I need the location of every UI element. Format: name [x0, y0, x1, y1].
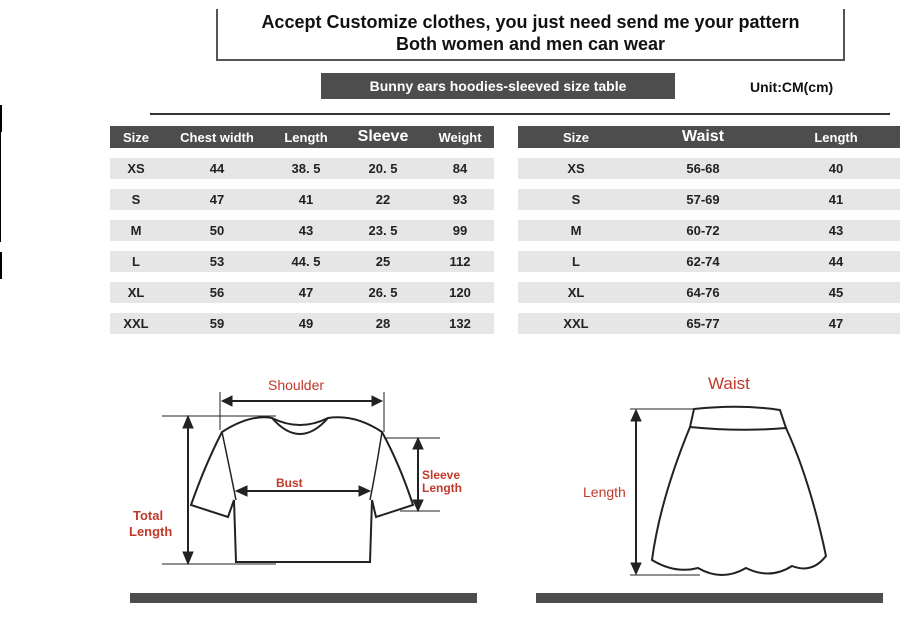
table-cell: 41: [772, 189, 900, 210]
unit-label: Unit:CM(cm): [750, 79, 834, 95]
table-cell: S: [518, 189, 634, 210]
table-cell: M: [518, 220, 634, 241]
table-cell: L: [518, 251, 634, 272]
table-cell: 84: [426, 158, 494, 179]
waist-label: Waist: [708, 374, 750, 393]
table-cell: 28: [340, 313, 426, 334]
header-line-2: Both women and men can wear: [395, 34, 666, 54]
table-cell: 65-77: [634, 313, 772, 334]
column-header: Chest width: [162, 126, 272, 148]
table-cell: 56: [162, 282, 272, 303]
sleeve-length-label-1: Sleeve: [422, 468, 461, 482]
table-cell: 40: [772, 158, 900, 179]
table-cell: 57-69: [634, 189, 772, 210]
table-cell: 26. 5: [340, 282, 426, 303]
table-cell: 59: [162, 313, 272, 334]
table-cell: 44. 5: [272, 251, 340, 272]
table-cell: M: [110, 220, 162, 241]
table-cell: 20. 5: [340, 158, 426, 179]
table-cell: 99: [426, 220, 494, 241]
table-cell: L: [110, 251, 162, 272]
column-header: Size: [518, 126, 634, 148]
table-cell: XXL: [110, 313, 162, 334]
skirt-illustration: [652, 407, 826, 575]
table-cell: 50: [162, 220, 272, 241]
header-line-1: Accept Customize clothes, you just need send me your pattern: [261, 12, 800, 32]
bust-label: Bust: [276, 476, 303, 490]
table-cell: XL: [110, 282, 162, 303]
column-header: Sleeve: [340, 126, 426, 148]
skirt-measure-lines: [630, 409, 700, 575]
table-cell: XL: [518, 282, 634, 303]
table-cell: 132: [426, 313, 494, 334]
table-cell: 25: [340, 251, 426, 272]
table-cell: 120: [426, 282, 494, 303]
table-cell: 47: [162, 189, 272, 210]
table-cell: XS: [518, 158, 634, 179]
column-header: Size: [110, 126, 162, 148]
table-cell: 44: [162, 158, 272, 179]
column-header: Length: [772, 126, 900, 148]
table-cell: 112: [426, 251, 494, 272]
column-header: Weight: [426, 126, 494, 148]
table-cell: 47: [272, 282, 340, 303]
bottom-bar-right: [536, 593, 883, 603]
table-title: Bunny ears hoodies-sleeved size table: [321, 73, 675, 99]
skirt-length-label: Length: [583, 484, 626, 500]
table-cell: S: [110, 189, 162, 210]
table-cell: 23. 5: [340, 220, 426, 241]
shoulder-label: Shoulder: [268, 377, 325, 393]
table-cell: 64-76: [634, 282, 772, 303]
table-cell: XS: [110, 158, 162, 179]
table-cell: 93: [426, 189, 494, 210]
table-cell: 53: [162, 251, 272, 272]
table-cell: 45: [772, 282, 900, 303]
table-cell: 43: [772, 220, 900, 241]
table-cell: 38. 5: [272, 158, 340, 179]
table-cell: 44: [772, 251, 900, 272]
table-cell: 49: [272, 313, 340, 334]
table-cell: 43: [272, 220, 340, 241]
table-cell: 41: [272, 189, 340, 210]
total-length-label-1: Total: [133, 508, 164, 523]
column-header: Waist: [634, 126, 772, 148]
table-cell: 22: [340, 189, 426, 210]
table-cell: 56-68: [634, 158, 772, 179]
bottom-bar-left: [130, 593, 477, 603]
column-header: Length: [272, 126, 340, 148]
table-cell: 47: [772, 313, 900, 334]
table-cell: 62-74: [634, 251, 772, 272]
total-length-label-2: Length: [129, 524, 173, 539]
table-cell: 60-72: [634, 220, 772, 241]
sleeve-length-label-2: Length: [422, 481, 462, 495]
table-cell: XXL: [518, 313, 634, 334]
